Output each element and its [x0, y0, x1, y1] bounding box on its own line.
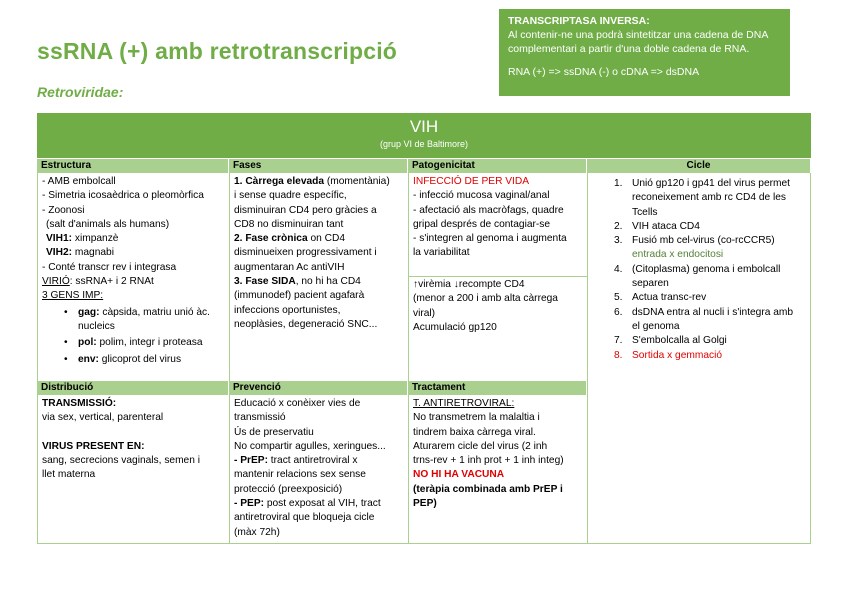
tractament-line: Aturarem cicle del virus (2 inh — [413, 440, 548, 452]
prevencio-line — [234, 454, 404, 468]
gene-desc: nucleics — [78, 320, 115, 332]
prevencio-cell — [230, 396, 408, 541]
spacer — [42, 426, 225, 440]
prep-label: - PrEP: — [234, 455, 268, 467]
gene-item — [64, 353, 225, 367]
virio-value: : ssRNA+ i 2 RNAt — [69, 276, 154, 288]
fase-line: CD8 no disminuiran tant — [234, 218, 344, 230]
reverse-transcriptase-note — [499, 9, 790, 96]
step-number: 2. — [614, 220, 623, 232]
cicle-step — [592, 177, 806, 220]
patogenicitat-cell — [409, 174, 587, 262]
prevencio-line: No compartir agulles, xeringues... — [234, 440, 386, 452]
fase-3-title: 3. Fase SIDA — [234, 276, 296, 288]
patogenicitat-title: INFECCIÓ DE PER VIDA — [413, 176, 530, 187]
page-title: ssRNA (+) amb retrotranscripció — [37, 38, 398, 64]
prevencio-line: mantenir relacions sex sense — [234, 469, 366, 481]
fase-line — [234, 275, 404, 289]
prevencio-line — [234, 497, 404, 511]
step-text: separen — [632, 278, 669, 290]
family-colon: : — [118, 84, 124, 100]
step-text: Tcells — [632, 206, 658, 218]
vih1-value: ximpanzè — [72, 233, 119, 245]
fase-text: , no hi ha CD4 — [295, 276, 361, 288]
prep-text: tract antiretroviral x — [267, 455, 358, 467]
prevencio-line: transmissió — [234, 412, 286, 424]
estructura-line — [42, 232, 225, 246]
cicle-step — [592, 306, 806, 335]
no-vaccine: NO HI HA VACUNA — [413, 469, 505, 481]
fase-1-title: 1. Càrrega elevada — [234, 176, 325, 187]
fase-line: infeccions oportunistes, — [234, 304, 341, 316]
step-number: 1. — [614, 178, 623, 189]
estructura-line: - Zoonosi — [42, 204, 85, 216]
fase-2-title: 2. Fase crònica — [234, 233, 308, 245]
estructura-cell — [38, 174, 229, 368]
present-title: VIRUS PRESENT EN: — [42, 440, 145, 452]
grid-line — [37, 543, 811, 544]
estructura-line: - Conté transcr rev i integrasa — [42, 261, 177, 273]
virio-label: VIRIÓ — [42, 276, 70, 288]
header-cicle: Cicle — [587, 159, 811, 173]
cicle-step — [592, 349, 806, 363]
prevencio-line: (màx 72h) — [234, 526, 280, 538]
fase-line: disminuiran CD4 pero gràcies a — [234, 204, 377, 216]
family-name: Retroviridae — [37, 84, 119, 100]
patogenicitat-line: - s'integren al genoma i augmenta — [413, 233, 567, 245]
vih-table — [37, 113, 811, 544]
gene-desc: polim, integr i proteasa — [96, 337, 203, 349]
gene-item — [64, 336, 225, 350]
present-value: sang, secrecions vaginals, semen i — [42, 454, 200, 466]
step-text: S'embolcalla al Golgi — [632, 335, 727, 347]
estructura-line: - Simetria icosaèdrica o pleomòrfica — [42, 190, 204, 202]
table-banner — [37, 113, 811, 158]
fases-cell — [230, 174, 408, 333]
fase-line: neoplàsies, degeneració SNC... — [234, 318, 378, 330]
tractament-line: No transmetrem la malaltia i — [413, 412, 540, 424]
fase-line: i sense quadre específic, — [234, 190, 347, 202]
prevencio-line: protecció (preexposició) — [234, 483, 343, 495]
fase-line — [234, 232, 404, 246]
patogenicitat-line: la variabilitat — [413, 247, 470, 259]
fase-line: disminueixen progressivament i — [234, 247, 377, 259]
fase-line: augmentaran Ac antiVIH — [234, 261, 345, 273]
header-estructura: Estructura — [37, 159, 229, 173]
gene-name: env: — [78, 353, 99, 365]
vih2-value: magnabi — [72, 247, 114, 259]
note-flow: RNA (+) => ssDNA (-) o cDNA => dsDNA — [508, 66, 700, 78]
header-patogenicitat: Patogenicitat — [408, 159, 587, 173]
step-text: Actua transc-rev — [632, 292, 707, 304]
patogenicitat-line: - afectació als macròfags, quadre — [413, 204, 564, 216]
fase-text: on CD4 — [307, 233, 345, 245]
distribucio-cell — [38, 396, 229, 483]
note-line-1: Al contenir-ne una podrà sintetitzar una cadena de DNA — [508, 29, 769, 41]
gene-name: gag: — [78, 306, 100, 318]
header-prevencio: Prevenció — [229, 381, 408, 395]
grid-line — [810, 173, 811, 544]
patogenicitat-line: - infecció mucosa vaginal/anal — [413, 190, 550, 202]
transmissio-value: via sex, vertical, parenteral — [42, 412, 164, 424]
patogenicitat-line: ↑virèmia ↓recompte CD4 — [413, 279, 525, 290]
gene-item — [64, 306, 225, 335]
estructura-line: - AMB embolcall — [42, 176, 116, 187]
header-distribucio: Distribució — [37, 381, 229, 395]
step-text: el genoma — [632, 320, 680, 332]
cicle-step — [592, 334, 806, 348]
gene-name: pol: — [78, 337, 97, 349]
note-title: TRANSCRIPTASA INVERSA: — [508, 15, 650, 27]
fase-line — [234, 175, 404, 189]
step-text: Unió gp120 i gp41 del virus permet — [632, 178, 791, 189]
step-number: 4. — [614, 263, 623, 275]
patogenicitat-line: Acumulació gp120 — [413, 321, 497, 333]
step-text: Fusió mb cel-virus (co-rcCCR5) — [632, 235, 775, 247]
gene-desc: glicoprot del virus — [98, 353, 182, 365]
transmissio-title: TRANSMISSIÓ: — [42, 398, 117, 409]
step-text: entrada x endocitosi — [632, 249, 724, 261]
tractament-line: tindrem baixa càrrega viral. — [413, 426, 536, 438]
note-line-2: complementari a partir d'una doble cadena de RNA. — [508, 43, 750, 55]
cicle-step — [592, 263, 806, 292]
step-text: Sortida x gemmació — [632, 349, 723, 361]
tractament-line: trns-rev + 1 inh prot + 1 inh integ) — [413, 455, 564, 467]
tractament-title: T. ANTIRETROVIRAL: — [413, 398, 515, 409]
patogenicitat-line: viral) — [413, 307, 436, 319]
vih2-label: VIH2: — [46, 247, 73, 259]
step-number: 7. — [614, 335, 623, 347]
genes-title: 3 GENS IMP: — [42, 290, 104, 302]
prevencio-line: Ús de preservatiu — [234, 426, 314, 438]
cicle-step — [592, 234, 806, 263]
estructura-line — [42, 275, 225, 289]
gene-desc: càpsida, matriu unió àc. — [99, 306, 210, 318]
cicle-step — [592, 291, 806, 305]
step-text: (Citoplasma) genoma i embolcall — [632, 263, 781, 275]
step-number: 8. — [614, 349, 623, 361]
family-subtitle — [37, 84, 123, 100]
tractament-line: (teràpia combinada amb PrEP i — [413, 483, 563, 495]
step-number: 5. — [614, 292, 623, 304]
step-text: dsDNA entra al nucli i s'integra amb — [632, 306, 794, 318]
fase-text: (momentània) — [324, 176, 390, 187]
pep-text: post exposat al VIH, tract — [264, 498, 381, 510]
patogenicitat-line: gripal després de contagiar-se — [413, 218, 551, 230]
fase-line: (immunodef) pacient agafarà — [234, 290, 365, 302]
present-value: llet materna — [42, 469, 96, 481]
prevencio-line: Educació x conèixer vies de — [234, 398, 361, 409]
virus-name: VIH — [409, 117, 439, 136]
cicle-list — [592, 177, 806, 363]
step-text: VIH ataca CD4 — [632, 220, 700, 232]
step-number: 6. — [614, 306, 623, 318]
estructura-line — [42, 246, 225, 260]
patogenicitat-markers-cell — [409, 277, 587, 336]
estructura-line: (salt d'animals als humans) — [46, 218, 170, 230]
step-text: reconeixement amb rc CD4 de les — [632, 192, 787, 204]
patogenicitat-line: (menor a 200 i amb alta càrrega — [413, 293, 558, 305]
prevencio-line: antiretroviral que bloqueja cicle — [234, 512, 375, 524]
vih1-label: VIH1: — [46, 233, 73, 245]
cicle-step — [592, 220, 806, 234]
tractament-cell — [409, 396, 587, 512]
genes-list — [64, 306, 225, 367]
baltimore-group: (grup VI de Baltimore) — [379, 139, 469, 149]
cicle-cell — [588, 176, 810, 364]
header-fases: Fases — [229, 159, 408, 173]
step-number: 3. — [614, 235, 623, 247]
pep-label: - PEP: — [234, 498, 265, 510]
tractament-line: PEP) — [413, 498, 437, 510]
header-tractament: Tractament — [408, 381, 587, 395]
